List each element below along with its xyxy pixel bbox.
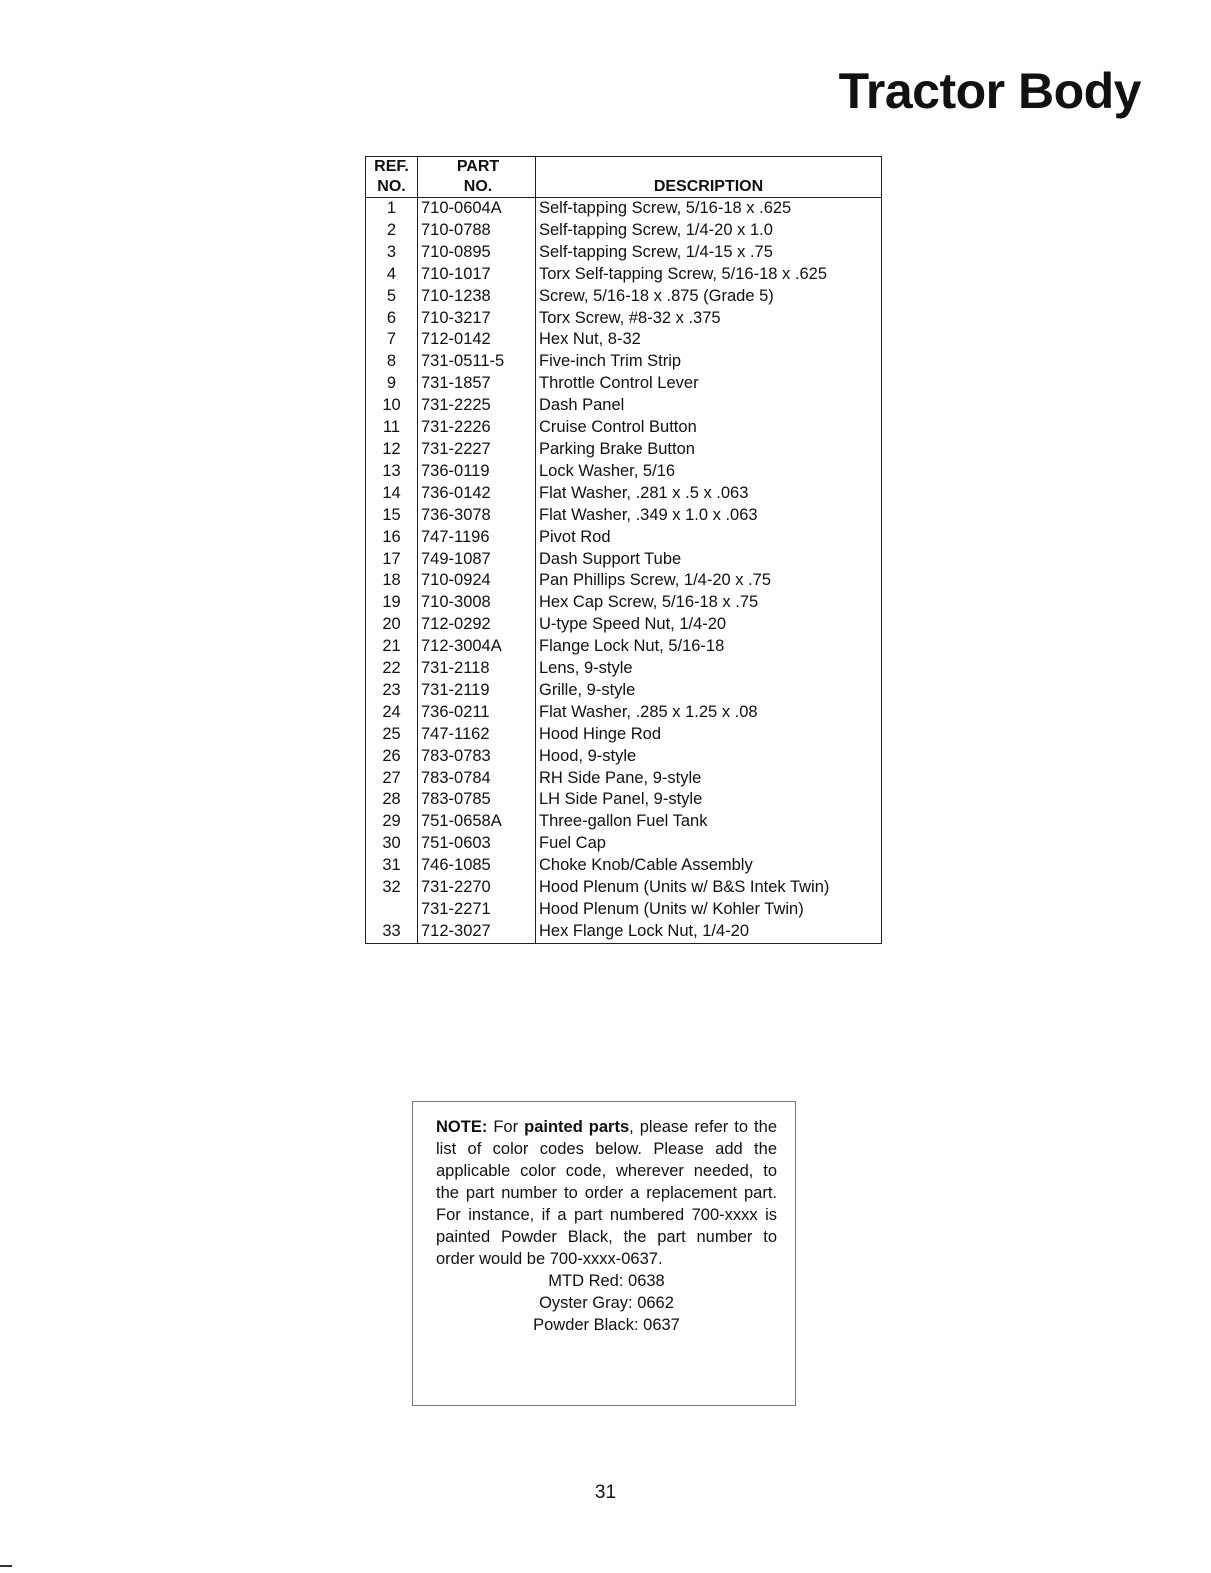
table-row <box>366 636 882 658</box>
ref-no-cell: 11 <box>366 417 418 439</box>
ref-no-cell <box>366 899 418 921</box>
ref-no-cell: 5 <box>366 286 418 308</box>
painted-parts-note <box>412 1101 796 1406</box>
table-row <box>366 264 882 286</box>
table-row <box>366 417 882 439</box>
description-cell: Cruise Control Button <box>536 417 882 439</box>
part-no-cell: 710-0604A <box>418 198 536 220</box>
part-no-cell: 731-2119 <box>418 680 536 702</box>
description-cell: Hood Hinge Rod <box>536 724 882 746</box>
note-text-1: For <box>487 1118 525 1136</box>
header-ref-line1: REF. <box>374 158 409 175</box>
ref-no-cell: 16 <box>366 527 418 549</box>
ref-no-cell: 26 <box>366 746 418 768</box>
header-ref-line2: NO. <box>377 178 406 195</box>
description-cell: Flange Lock Nut, 5/16-18 <box>536 636 882 658</box>
description-cell: Fuel Cap <box>536 833 882 855</box>
note-text-2: , please refer to the list of color codes below. Please add the applicable color code, wherever needed, to the part number to order a replacement part. For instance, if a part numbered 700-xxxx is painted Powder Black, the part number to order would be 700-xxxx-0637. <box>436 1118 777 1268</box>
description-cell: Torx Screw, #8-32 x .375 <box>536 308 882 330</box>
color-code-item: MTD Red: 0638 <box>548 1272 665 1290</box>
part-no-cell: 731-2270 <box>418 877 536 899</box>
table-row <box>366 549 882 571</box>
part-no-cell: 736-3078 <box>418 505 536 527</box>
table-row <box>366 921 882 943</box>
part-no-cell: 736-0119 <box>418 461 536 483</box>
ref-no-cell: 3 <box>366 242 418 264</box>
ref-no-cell: 15 <box>366 505 418 527</box>
ref-no-cell: 25 <box>366 724 418 746</box>
part-no-cell: 731-1857 <box>418 373 536 395</box>
part-no-cell: 710-0895 <box>418 242 536 264</box>
part-no-cell: 710-3217 <box>418 308 536 330</box>
ref-no-cell: 33 <box>366 921 418 943</box>
description-cell: Hood Plenum (Units w/ B&S Intek Twin) <box>536 877 882 899</box>
parts-table <box>365 156 882 944</box>
description-cell: Hex Flange Lock Nut, 1/4-20 <box>536 921 882 943</box>
part-no-cell: 736-0142 <box>418 483 536 505</box>
part-no-cell: 731-2226 <box>418 417 536 439</box>
part-no-cell: 710-3008 <box>418 592 536 614</box>
ref-no-cell: 18 <box>366 570 418 592</box>
ref-no-cell: 13 <box>366 461 418 483</box>
table-row <box>366 592 882 614</box>
part-no-cell: 731-0511-5 <box>418 351 536 373</box>
part-no-cell: 747-1196 <box>418 527 536 549</box>
table-row <box>366 527 882 549</box>
ref-no-cell: 1 <box>366 198 418 220</box>
description-cell: Lock Washer, 5/16 <box>536 461 882 483</box>
ref-no-cell: 29 <box>366 811 418 833</box>
description-cell: Dash Panel <box>536 395 882 417</box>
table-row <box>366 505 882 527</box>
table-row <box>366 373 882 395</box>
table-row <box>366 395 882 417</box>
part-no-cell: 710-1017 <box>418 264 536 286</box>
description-cell: Screw, 5/16-18 x .875 (Grade 5) <box>536 286 882 308</box>
ref-no-cell: 12 <box>366 439 418 461</box>
table-row <box>366 461 882 483</box>
description-cell: Flat Washer, .281 x .5 x .063 <box>536 483 882 505</box>
header-description-label: DESCRIPTION <box>653 178 764 195</box>
part-no-cell: 783-0785 <box>418 789 536 811</box>
description-cell: RH Side Pane, 9-style <box>536 768 882 790</box>
table-row <box>366 702 882 724</box>
table-row <box>366 855 882 877</box>
table-row <box>366 833 882 855</box>
part-no-cell: 746-1085 <box>418 855 536 877</box>
ref-no-cell: 19 <box>366 592 418 614</box>
ref-no-cell: 32 <box>366 877 418 899</box>
table-row <box>366 198 882 220</box>
ref-no-cell: 23 <box>366 680 418 702</box>
ref-no-cell: 27 <box>366 768 418 790</box>
table-row <box>366 308 882 330</box>
part-no-cell: 712-3004A <box>418 636 536 658</box>
description-cell: Dash Support Tube <box>536 549 882 571</box>
ref-no-cell: 6 <box>366 308 418 330</box>
note-paragraph <box>436 1116 777 1270</box>
part-no-cell: 731-2227 <box>418 439 536 461</box>
page-number: 31 <box>594 1482 617 1503</box>
description-cell: Throttle Control Lever <box>536 373 882 395</box>
ref-no-cell: 10 <box>366 395 418 417</box>
description-cell: Self-tapping Screw, 1/4-20 x 1.0 <box>536 220 882 242</box>
part-no-cell: 736-0211 <box>418 702 536 724</box>
table-row <box>366 351 882 373</box>
table-row <box>366 768 882 790</box>
corner-mark <box>0 1565 12 1567</box>
ref-no-cell: 17 <box>366 549 418 571</box>
description-cell: Hex Nut, 8-32 <box>536 329 882 351</box>
ref-no-cell: 22 <box>366 658 418 680</box>
table-row <box>366 680 882 702</box>
description-cell: Hood Plenum (Units w/ Kohler Twin) <box>536 899 882 921</box>
ref-no-cell: 8 <box>366 351 418 373</box>
ref-no-cell: 2 <box>366 220 418 242</box>
table-row <box>366 899 882 921</box>
color-code-list <box>436 1270 777 1336</box>
table-row <box>366 811 882 833</box>
part-no-cell: 731-2118 <box>418 658 536 680</box>
ref-no-cell: 20 <box>366 614 418 636</box>
header-part-line2: NO. <box>463 178 493 195</box>
part-no-cell: 731-2225 <box>418 395 536 417</box>
table-row <box>366 724 882 746</box>
part-no-cell: 712-3027 <box>418 921 536 943</box>
table-row <box>366 877 882 899</box>
description-cell: Self-tapping Screw, 5/16-18 x .625 <box>536 198 882 220</box>
ref-no-cell: 30 <box>366 833 418 855</box>
ref-no-cell: 28 <box>366 789 418 811</box>
description-cell: Hex Cap Screw, 5/16-18 x .75 <box>536 592 882 614</box>
header-ref-no <box>366 157 418 198</box>
color-code-item: Powder Black: 0637 <box>533 1316 680 1334</box>
ref-no-cell: 7 <box>366 329 418 351</box>
ref-no-cell: 24 <box>366 702 418 724</box>
part-no-cell: 783-0784 <box>418 768 536 790</box>
table-row <box>366 220 882 242</box>
part-no-cell: 710-0788 <box>418 220 536 242</box>
description-cell: Hood, 9-style <box>536 746 882 768</box>
header-description <box>536 157 882 198</box>
part-no-cell: 751-0658A <box>418 811 536 833</box>
page-title: Tractor Body <box>838 63 1141 119</box>
color-code-item: Oyster Gray: 0662 <box>539 1294 674 1312</box>
table-row <box>366 614 882 636</box>
part-no-cell: 712-0142 <box>418 329 536 351</box>
description-cell: Parking Brake Button <box>536 439 882 461</box>
header-part-line1: PART <box>456 158 500 175</box>
table-row <box>366 242 882 264</box>
description-cell: Pan Phillips Screw, 1/4-20 x .75 <box>536 570 882 592</box>
table-row <box>366 483 882 505</box>
ref-no-cell: 14 <box>366 483 418 505</box>
part-no-cell: 710-0924 <box>418 570 536 592</box>
description-cell: Flat Washer, .285 x 1.25 x .08 <box>536 702 882 724</box>
note-label: NOTE: <box>436 1118 488 1136</box>
description-cell: U-type Speed Nut, 1/4-20 <box>536 614 882 636</box>
table-row <box>366 329 882 351</box>
description-cell: Choke Knob/Cable Assembly <box>536 855 882 877</box>
part-no-cell: 747-1162 <box>418 724 536 746</box>
ref-no-cell: 31 <box>366 855 418 877</box>
part-no-cell: 710-1238 <box>418 286 536 308</box>
table-row <box>366 286 882 308</box>
table-row <box>366 658 882 680</box>
parts-table-header <box>366 157 882 198</box>
description-cell: LH Side Panel, 9-style <box>536 789 882 811</box>
description-cell: Five-inch Trim Strip <box>536 351 882 373</box>
table-row <box>366 439 882 461</box>
description-cell: Three-gallon Fuel Tank <box>536 811 882 833</box>
part-no-cell: 731-2271 <box>418 899 536 921</box>
note-bold-phrase: painted parts <box>524 1118 630 1136</box>
part-no-cell: 749-1087 <box>418 549 536 571</box>
ref-no-cell: 21 <box>366 636 418 658</box>
description-cell: Flat Washer, .349 x 1.0 x .063 <box>536 505 882 527</box>
part-no-cell: 783-0783 <box>418 746 536 768</box>
description-cell: Pivot Rod <box>536 527 882 549</box>
table-row <box>366 746 882 768</box>
description-cell: Lens, 9-style <box>536 658 882 680</box>
description-cell: Self-tapping Screw, 1/4-15 x .75 <box>536 242 882 264</box>
description-cell: Grille, 9-style <box>536 680 882 702</box>
part-no-cell: 712-0292 <box>418 614 536 636</box>
table-row <box>366 789 882 811</box>
part-no-cell: 751-0603 <box>418 833 536 855</box>
header-part-no <box>418 157 536 198</box>
ref-no-cell: 4 <box>366 264 418 286</box>
ref-no-cell: 9 <box>366 373 418 395</box>
description-cell: Torx Self-tapping Screw, 5/16-18 x .625 <box>536 264 882 286</box>
table-row <box>366 570 882 592</box>
parts-table-body <box>366 198 882 944</box>
